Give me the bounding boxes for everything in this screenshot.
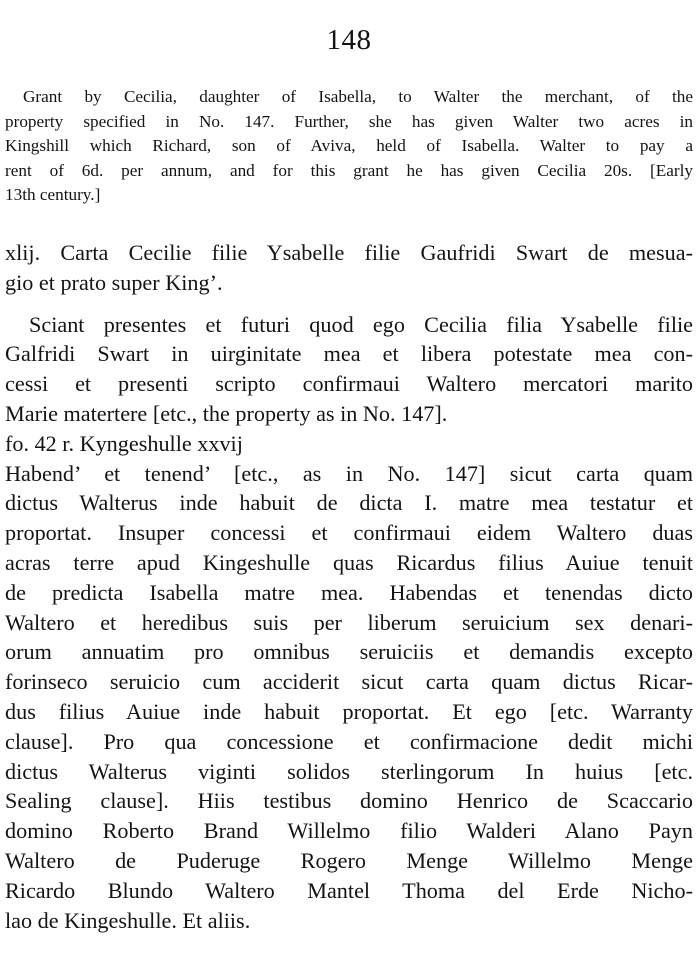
charter-text-line: proportat. Insuper concessi et confirmaui eidem Waltero duas (5, 520, 693, 546)
charter-text-line: Sciant presentes et futuri quod ego Cecilia filia Ysabelle filie (29, 311, 693, 337)
charter-text-line: de predicta Isabella matre mea. Habendas et tenendas dicto (5, 579, 693, 605)
charter-text-line: clause]. Pro qua concessione et confirmacione dedit michi (5, 728, 693, 754)
charter-text-line: Waltero et heredibus suis per liberum seruicium sex denari- (5, 609, 693, 635)
charter-text-line: dictus Walterus viginti solidos sterlingorum In huius [etc. (5, 758, 693, 784)
charter-text-line: Sealing clause]. Hiis testibus domino Henrico de Scaccario (5, 788, 693, 814)
charter-text-line: Habend’ et tenend’ [etc., as in No. 147] sicut carta quam (5, 460, 693, 486)
charter-text-line: forinseco seruicio cum acciderit sicut carta quam dictus Ricar- (5, 669, 693, 695)
charter-text-line: Marie matertere [etc., the property as in No. 147]. (5, 400, 448, 426)
folio-note: fo. 42 r. Kyngeshulle xxvij (5, 430, 243, 456)
summary-line: 13th century.] (5, 185, 101, 205)
charter-text-line: dus filius Auiue inde habuit proportat. Et ego [etc. Warranty (5, 698, 693, 724)
summary-line: Kingshill which Richard, son of Aviva, held of Isabella. Walter to pay a (5, 136, 693, 156)
summary-line: Grant by Cecilia, daughter of Isabella, to Walter the merchant, of the (23, 87, 693, 106)
latin-charter (5, 238, 693, 935)
page-number: 148 (326, 24, 372, 56)
summary-line: rent of 6d. per annum, and for this grant he has given Cecilia 20s. [Early (5, 160, 693, 180)
charter-text-line: cessi et presenti scripto confirmaui Waltero mercatori marito (5, 371, 693, 397)
charter-text-line: orum annuatim pro omnibus seruiciis et demandis excepto (5, 639, 693, 665)
charter-heading-line: gio et prato super King’. (5, 269, 223, 295)
charter-text-line: Galfridi Swart in uirginitate mea et libera potestate mea con- (5, 341, 693, 367)
witness-line: Ricardo Blundo Waltero Mantel Thoma del Erde Nicho- (5, 877, 693, 903)
paragraph-gap (5, 298, 693, 310)
charter-text-line: dictus Walterus inde habuit de dicta I. matre mea testatur et (5, 490, 693, 516)
english-summary (5, 85, 693, 208)
charter-heading-line: xlij. Carta Cecilie filie Ysabelle filie Gaufridi Swart de mesua- (5, 240, 693, 265)
witness-line: lao de Kingeshulle. Et aliis. (5, 907, 251, 933)
witness-line: domino Roberto Brand Willelmo filio Walderi Alano Payn (5, 818, 693, 844)
witness-line: Waltero de Puderuge Rogero Menge Willelmo Menge (5, 847, 693, 873)
summary-line: property specified in No. 147. Further, she has given Walter two acres in (5, 111, 693, 131)
charter-text-line: acras terre apud Kingeshulle quas Ricardus filius Auiue tenuit (5, 549, 693, 575)
